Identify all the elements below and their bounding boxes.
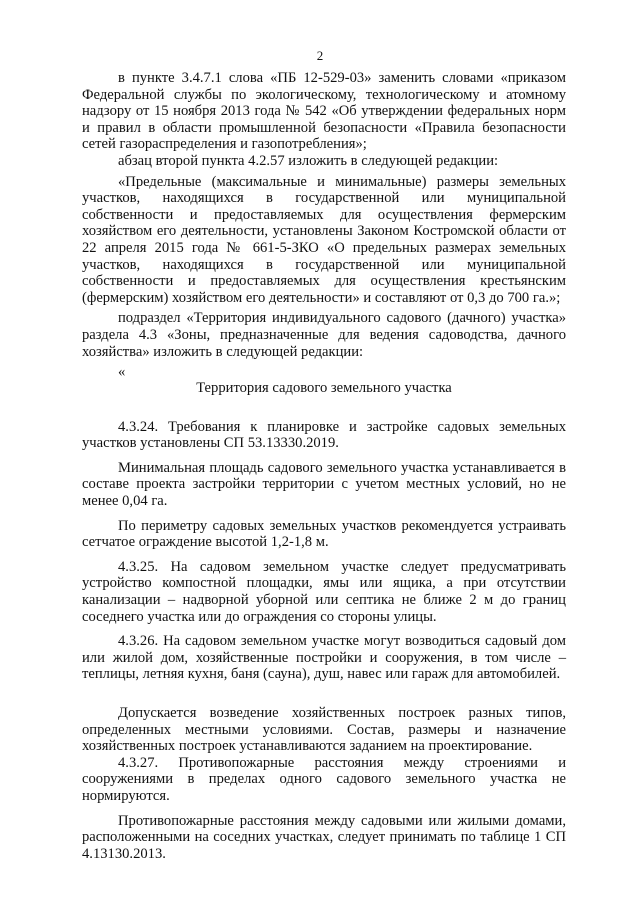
paragraph-4-3-26: 4.3.26. На садовом земельном участке могут возводиться садовый дом или жилой дом, хозяйственные постройки и сооружения, в том числе – теплицы, летняя кухня, баня (сауна), душ, навес или гараж для автомобилей. <box>82 633 566 683</box>
paragraph-4-3-27: 4.3.27. Противопожарные расстояния между строениями и сооружениями в пределах одного садового земельного участка не нормируются. <box>82 754 566 804</box>
paragraph-amendment-3-4-7-1: в пункте 3.4.7.1 слова «ПБ 12-529-03» заменить словами «приказом Федеральной службы по экологическому, технологическому и атомному надзору от 15 ноября 2013 года № 542 «Об утверждении федеральных норм и правил в области промышленной безопасности «Правила безопасности сетей газораспределения и газопотребления»; <box>82 70 566 153</box>
paragraph-amendment-4-2-57-intro: абзац второй пункта 4.2.57 изложить в следующей редакции: <box>118 152 499 169</box>
paragraph-fencing: По периметру садовых земельных участков рекомендуется устраивать сетчатое ограждение высотой 1,2-1,8 м. <box>82 517 566 551</box>
paragraph-4-3-25: 4.3.25. На садовом земельном участке следует предусматривать устройство компостной площадки, ямы или ящика, а при отсутствии канализации – надворной уборной или септика не ближе 2 м до границ соседнего участка или до ограждения со стороны улицы. <box>82 558 566 625</box>
paragraph-minimum-area: Минимальная площадь садового земельного участка устанавливается в составе проекта застройки территории с учетом местных условий, но не менее 0,04 га. <box>82 459 566 510</box>
paragraph-fire-distances: Противопожарные расстояния между садовыми или жилыми домами, расположенными на соседних участках, следует принимать по таблице 1 СП 4.13130.2013. <box>82 812 566 862</box>
paragraph-outbuildings: Допускается возведение хозяйственных построек разных типов, определенных местными условиями. Состав, размеры и назначение хозяйственных построек устанавливаются заданием на проектирование. <box>82 705 566 755</box>
opening-quote-mark: « <box>118 364 126 381</box>
document-body <box>82 70 566 862</box>
section-heading: Территория садового земельного участка <box>196 380 452 397</box>
paragraph-subsection-amendment-intro: подраздел «Территория индивидуального садового (дачного) участка» раздела 4.3 «Зоны, предназначенные для ведения садоводства, дачного хозяйства» изложить в следующей редакции: <box>82 310 566 360</box>
paragraph-4-3-24: 4.3.24. Требования к планировке и застройке садовых земельных участков установлены СП 53.13330.2019. <box>82 418 566 452</box>
page-number: 2 <box>316 48 324 63</box>
paragraph-quoted-land-size-limits: «Предельные (максимальные и минимальные) размеры земельных участков, находящихся в государственной или муниципальной собственности и предоставляемых для осуществления фермерским хозяйством его деятельности, установлены Законом Костромской области от 22 апреля 2015 года № 661-5-ЗКО «О предельных размерах земельных участков, находящихся в государственной или муниципальной собственности и предоставляемых для осуществления крестьянским (фермерским) хозяйством его деятельности» и составляют от 0,3 до 700 га.»; <box>82 173 566 306</box>
